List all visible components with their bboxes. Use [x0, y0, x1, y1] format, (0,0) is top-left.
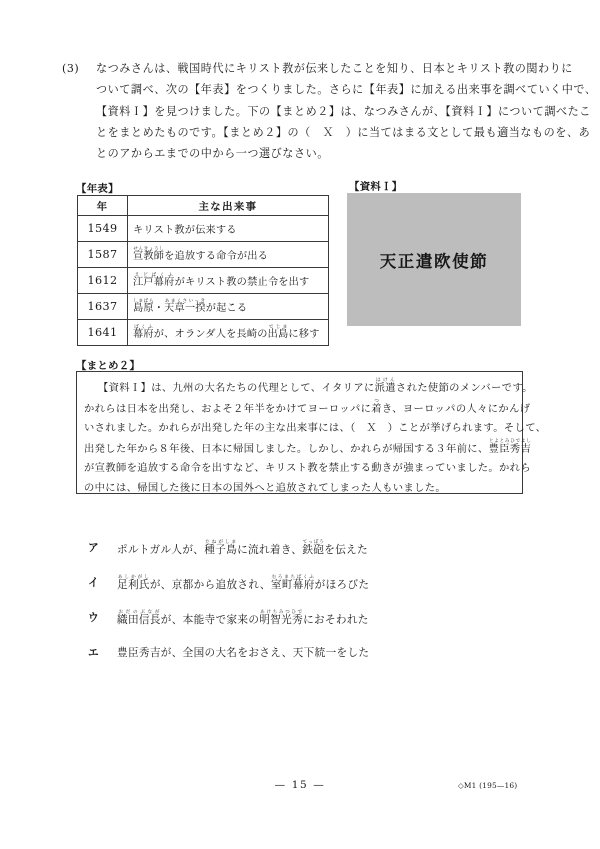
question-line-text: 【資料Ｉ】を見つけました。下の【まとめ２】は、なつみさんが、【資料Ｉ】について調べたこ — [96, 104, 591, 118]
furigana: えどばくふ — [133, 273, 175, 278]
column-header-year: 年 — [78, 196, 128, 216]
text-run: におそわれた — [303, 614, 369, 626]
timeline-body — [78, 216, 329, 346]
choice-text — [117, 575, 508, 592]
shiryo-label: 【資料Ｉ】 — [349, 181, 403, 193]
ruby-text: 宣教師せんきょうし — [133, 247, 165, 262]
choice-key: エ — [88, 647, 99, 659]
cell-year: 1641 — [78, 320, 128, 346]
furigana: あけちみつひで — [259, 610, 304, 615]
furigana: せんきょうし — [133, 247, 165, 252]
matome-line — [84, 378, 533, 399]
furigana: あまくさいっき — [164, 299, 206, 304]
text-run: が、オランダ人を長崎の — [153, 329, 268, 340]
cell-event — [128, 268, 329, 294]
text-run: が、京都から追放され、 — [149, 579, 271, 591]
ruby-text: 江戸幕府えどばくふ — [133, 273, 175, 288]
furigana: とよとみひでよし — [488, 438, 532, 444]
table-row — [78, 294, 329, 320]
question-line — [62, 122, 591, 143]
text-run: された使節のメンバーです。 — [395, 382, 533, 394]
furigana: おだのぶなが — [117, 610, 161, 615]
choice-key: イ — [88, 577, 99, 589]
text-run: キリスト教が伝来する — [133, 225, 237, 236]
text-run: がキリスト教の禁止令を出す — [174, 277, 310, 288]
furigana: ばくふ — [133, 325, 154, 330]
shiryo-image-placeholder — [347, 193, 521, 326]
ruby-text: 足利氏あしかがし — [117, 575, 150, 591]
text-run: いされました。かれらが出発した年の主な出来事には、（ Ｘ ）ことが挙げられます。そして、 — [84, 422, 547, 435]
matome-line — [84, 438, 532, 460]
text-run: 【資料Ｉ】は、九州の大名たちの代理として、イタリアに — [98, 382, 375, 394]
cell-event — [128, 216, 329, 242]
text-run: に流れ着き、 — [237, 544, 303, 556]
text-run: かれらは日本を出発し、およそ２年半をかけてヨーロッパに — [84, 402, 372, 415]
timeline-label: 【年表】 — [76, 183, 119, 195]
text-run: を伝えた — [324, 544, 368, 556]
ruby-text: 島原しまばら — [133, 299, 154, 314]
choice-text — [117, 540, 508, 557]
question-line — [62, 101, 591, 122]
question-stem — [62, 58, 597, 164]
matome-body — [84, 378, 547, 499]
answer-choices — [88, 540, 508, 680]
shiryo-caption: 天正遣欧使節 — [379, 251, 489, 271]
question-line-text: とのアからエまでの中から一つ選びなさい。 — [96, 147, 329, 161]
form-code: ◇M1 (195—16) — [458, 781, 518, 790]
matome-summary-box — [76, 371, 547, 494]
text-run: 豊臣秀吉が、全国の大名をおさえ、天下統一をした — [117, 647, 370, 659]
furigana: あしかがし — [117, 575, 150, 580]
matome-line — [84, 419, 547, 439]
text-run: を追放する命令が出る — [164, 251, 269, 262]
furigana: たねがしま — [204, 540, 238, 545]
furigana: しまばら — [133, 299, 154, 304]
ruby-text: 織田信長おだのぶなが — [117, 610, 161, 626]
furigana: てっぽう — [302, 540, 325, 545]
question-line — [62, 79, 597, 100]
table-row — [78, 268, 329, 294]
choice-option-エ[interactable] — [88, 645, 508, 680]
text-run: が宣教師を追放する命令を出すなど、キリスト教を禁止する動きが強まっていました。かれら — [84, 462, 531, 475]
ruby-text: 幕府ばくふ — [133, 325, 154, 340]
matome-line — [84, 398, 531, 420]
question-line-text: とをまとめたものです。【まとめ２】の（ Ｘ ）に当てはまる文として最も適当なものを、あ — [96, 125, 591, 139]
column-header-event: 主な出来事 — [128, 196, 329, 216]
question-line-text: なつみさんは、戦国時代にキリスト教が伝来したことを知り、日本とキリスト教の関わりに — [96, 62, 573, 75]
ruby-text: 出島でじま — [267, 325, 289, 340]
ruby-text: 鉄砲てっぽう — [302, 540, 325, 556]
cell-event — [128, 242, 329, 268]
text-run: ポルトガル人が、 — [117, 544, 205, 556]
text-run: がほろびた — [314, 579, 370, 591]
question-line — [62, 143, 540, 164]
matome-label: 【まとめ２】 — [76, 360, 141, 372]
cell-year: 1549 — [78, 216, 128, 242]
furigana: でじま — [267, 325, 289, 330]
table-row — [78, 320, 329, 346]
matome-line — [84, 459, 531, 479]
cell-event — [128, 320, 329, 346]
choice-key: ア — [88, 542, 99, 554]
choice-option-ウ[interactable] — [88, 610, 508, 645]
choice-option-ア[interactable] — [88, 540, 508, 575]
table-row — [78, 216, 329, 242]
ruby-text: 種子島たねがしま — [204, 540, 238, 556]
ruby-text: 天草一揆あまくさいっき — [164, 299, 206, 314]
ruby-text: 派遣はけん — [374, 378, 396, 394]
ruby-text: 室町幕府むろまちばくふ — [270, 575, 315, 591]
ruby-text: 明智光秀あけちみつひで — [259, 610, 304, 626]
text-run: が、本能寺で家来の — [160, 614, 260, 626]
table-row — [78, 242, 329, 268]
cell-year: 1637 — [78, 294, 128, 320]
timeline-table — [77, 195, 329, 346]
furigana: はけん — [374, 378, 396, 383]
choice-text — [117, 610, 508, 627]
text-run: き、ヨーロッパの人々にかんげ — [381, 402, 531, 415]
page-number: — 15 — — [274, 779, 326, 791]
furigana: むろまちばくふ — [270, 575, 315, 580]
ruby-text: 豊臣秀吉とよとみひでよし — [488, 438, 532, 455]
ruby-text: 着つ — [371, 398, 382, 415]
text-run: に移す — [288, 329, 320, 340]
choice-text — [117, 645, 508, 660]
text-run: ・ — [153, 303, 165, 314]
choice-option-イ[interactable] — [88, 575, 508, 610]
cell-year: 1612 — [78, 268, 128, 294]
choice-key: ウ — [88, 612, 99, 624]
cell-event — [128, 294, 329, 320]
question-line — [62, 58, 573, 79]
question-number: (3) — [62, 62, 80, 75]
cell-year: 1587 — [78, 242, 128, 268]
question-line-text: ついて調べ、次の【年表】をつくりました。さらに【年表】に加える出来事を調べていく中で、 — [96, 83, 597, 97]
matome-line — [84, 479, 515, 499]
text-run: 出発した年から８年後、日本に帰国しました。しかし、かれらが帰国する３年前に、 — [84, 442, 489, 455]
furigana: つ — [371, 398, 382, 404]
text-run: の中には、帰国した後に日本の国外へと追放されてしまった人もいました。 — [84, 481, 446, 494]
table-header-row — [78, 196, 329, 216]
text-run: が起こる — [205, 303, 248, 314]
